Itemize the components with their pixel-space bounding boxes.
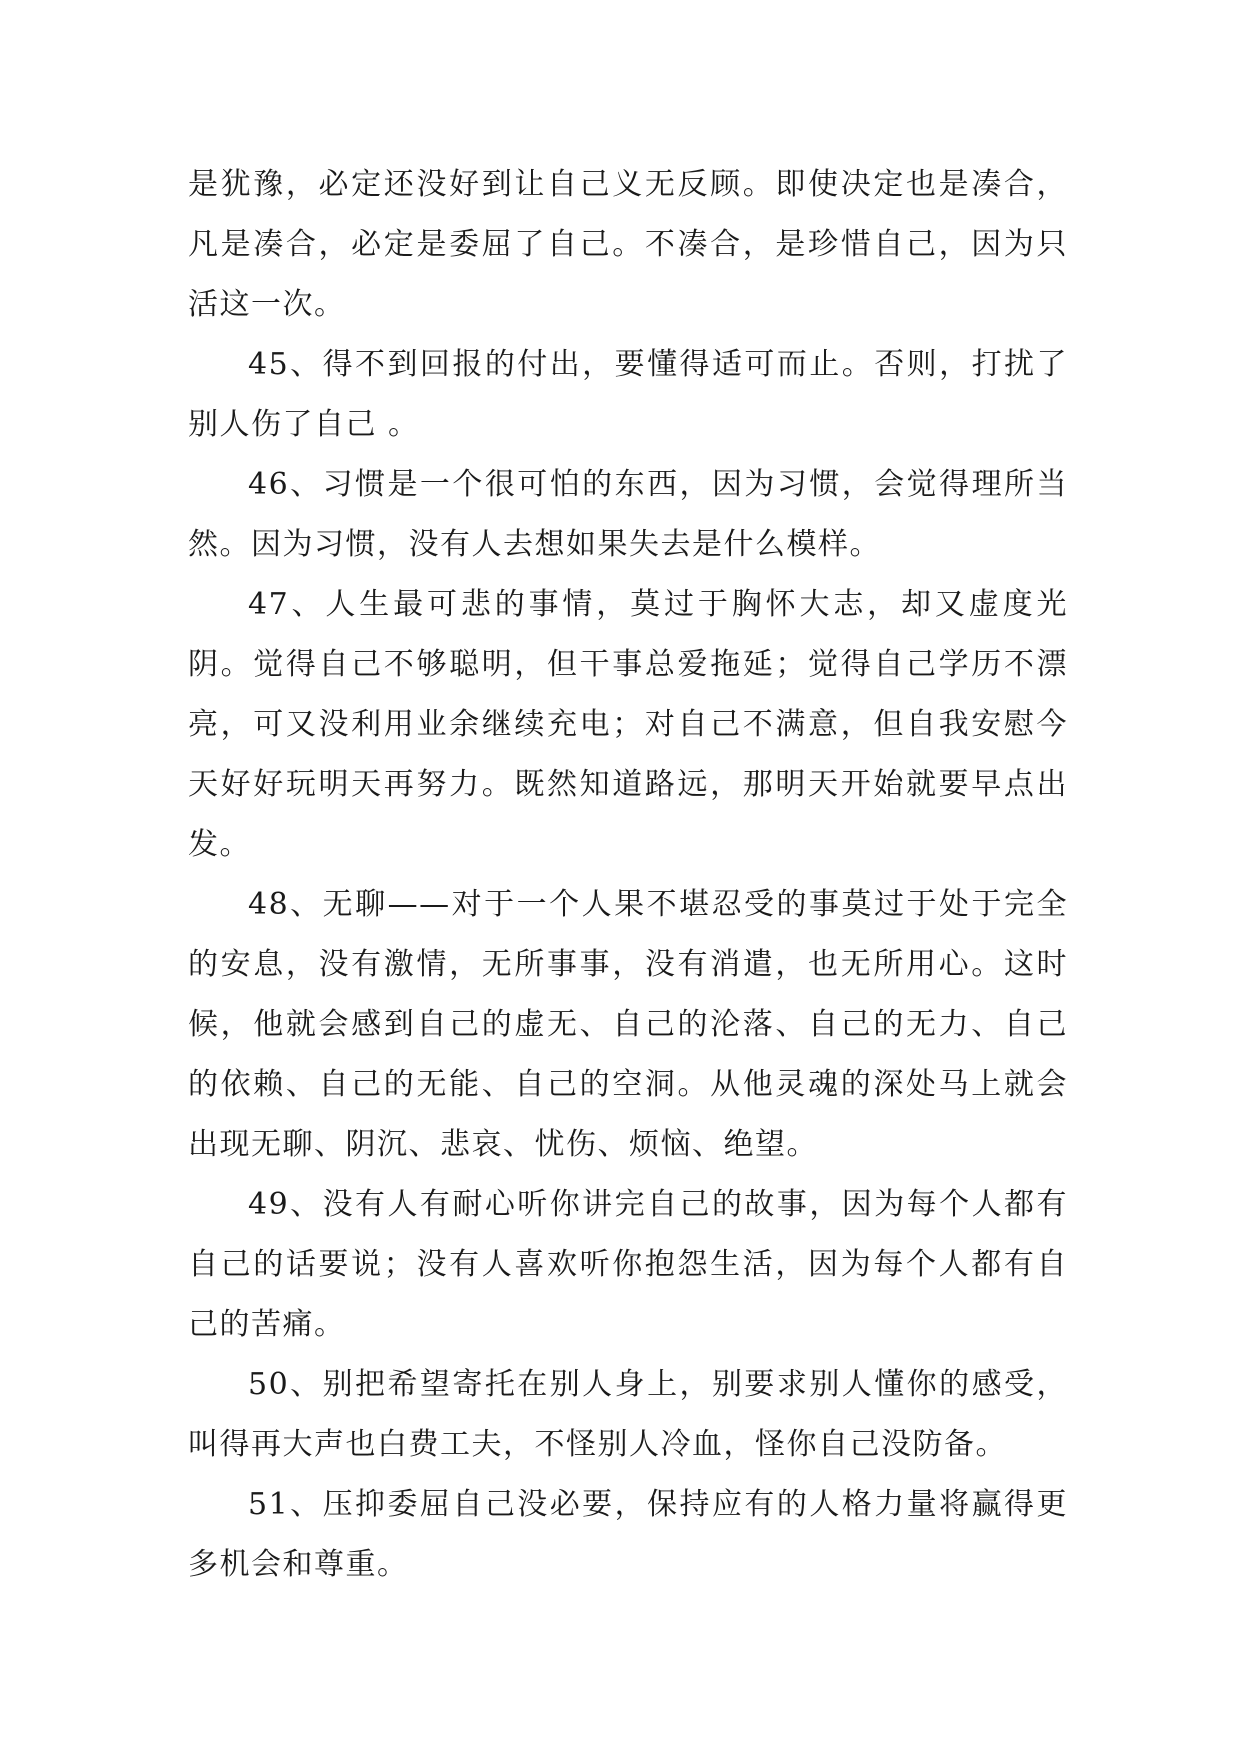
paragraph-item-51: 51、压抑委屈自己没必要，保持应有的人格力量将赢得更多机会和尊重。 (188, 1487, 1068, 1582)
paragraph-item-45: 45、得不到回报的付出，要懂得适可而止。否则，打扰了别人伤了自己 。 (188, 347, 1068, 442)
paragraph-item-49: 49、没有人有耐心听你讲完自己的故事，因为每个人都有自己的话要说；没有人喜欢听你抱怨生活，因为每个人都有自己的苦痛。 (188, 1187, 1068, 1342)
paragraph-item-47: 47、人生最可悲的事情，莫过于胸怀大志，却又虚度光阴。觉得自己不够聪明，但干事总爱拖延；觉得自己学历不漂亮，可又没利用业余继续充电；对自己不满意，但自我安慰今天好好玩明天再努力。既然知道路远，那明天开始就要早点出发。 (188, 587, 1068, 862)
paragraph-item-46: 46、习惯是一个很可怕的东西，因为习惯，会觉得理所当然。因为习惯，没有人去想如果失去是什么模样。 (188, 467, 1068, 562)
paragraph-item-48: 48、无聊——对于一个人果不堪忍受的事莫过于处于完全的安息，没有激情，无所事事，没有消遣，也无所用心。这时候，他就会感到自己的虚无、自己的沦落、自己的无力、自己的依赖、自己的无能、自己的空洞。从他灵魂的深处马上就会出现无聊、阴沉、悲哀、忧伤、烦恼、绝望。 (188, 887, 1068, 1162)
paragraph-continuation: 是犹豫，必定还没好到让自己义无反顾。即使决定也是凑合，凡是凑合，必定是委屈了自己。不凑合，是珍惜自己，因为只活这一次。 (188, 167, 1068, 322)
document-body (188, 155, 1068, 1595)
paragraph-item-50: 50、别把希望寄托在别人身上，别要求别人懂你的感受，叫得再大声也白费工夫，不怪别人冷血，怪你自己没防备。 (188, 1367, 1068, 1462)
